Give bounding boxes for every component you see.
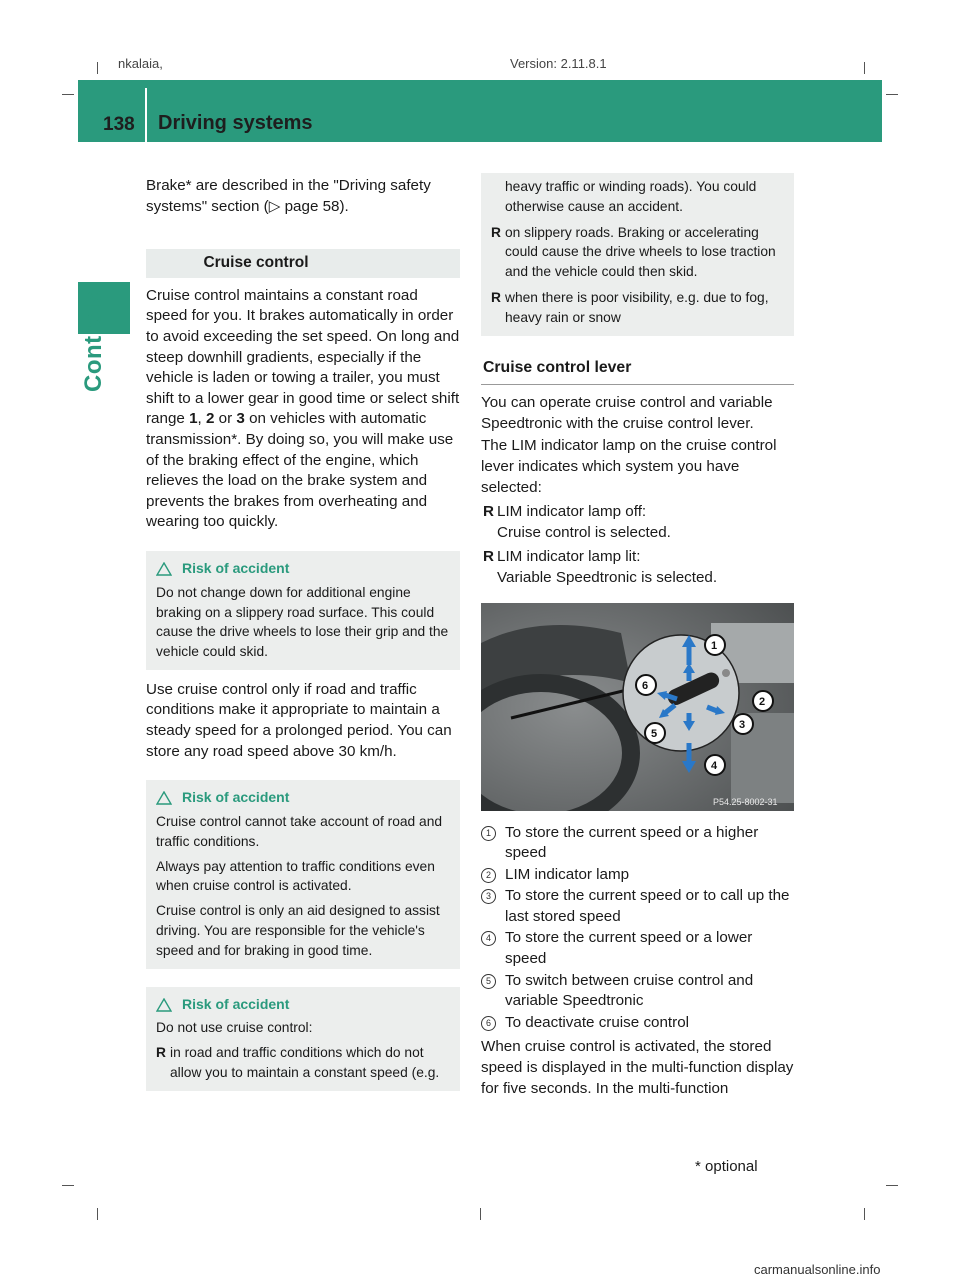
warning-text: Do not use cruise control: bbox=[156, 1020, 313, 1036]
right-column bbox=[481, 173, 794, 1099]
page-number: 138 bbox=[103, 114, 135, 135]
callout-6: 6 bbox=[642, 679, 649, 692]
warning-triangle-icon bbox=[156, 998, 172, 1012]
bullet-mark: R bbox=[156, 1045, 166, 1061]
warning-box-2 bbox=[146, 780, 460, 968]
header-meta-left: nkalaia, bbox=[118, 56, 163, 71]
list-item bbox=[481, 502, 794, 543]
figure-legend bbox=[481, 823, 794, 1034]
section-title-box bbox=[146, 249, 460, 278]
crop-mark bbox=[480, 1208, 481, 1220]
callout-3: 3 bbox=[739, 718, 746, 731]
warning-title: Risk of accident bbox=[182, 789, 290, 806]
header-separator bbox=[145, 88, 147, 142]
list-item bbox=[491, 288, 784, 328]
list-item bbox=[156, 1043, 450, 1083]
legend-item bbox=[481, 823, 794, 864]
legend-text: LIM indicator lamp bbox=[505, 865, 630, 883]
crop-mark bbox=[97, 1208, 98, 1220]
cruise-paragraph-1: Cruise control maintains a constant road speed for you. It brakes automatically in order to avoid exceeding the set speed. On long and steep downhill gradients, especially if the vehicle is laden or towing a trailer, you must shift to a lower gear in good time or select shift range 1, 2 or 3 on vehicles with automatic transmission*. By doing so, you will make use of the braking effect of the engine, which relieves the load on the brake system and prevents the brakes from overheating and wearing too quickly. bbox=[146, 286, 460, 531]
bullet-mark: R bbox=[491, 289, 501, 305]
list-item-title: LIM indicator lamp lit: bbox=[497, 548, 641, 566]
lever-paragraph-2: The LIM indicator lamp on the cruise control lever indicates which system you have selected: bbox=[481, 437, 777, 496]
header-bar bbox=[78, 80, 882, 142]
legend-number: 6 bbox=[481, 1016, 496, 1031]
crop-mark bbox=[97, 62, 98, 74]
legend-text: To store the current speed or to call up the last stored speed bbox=[505, 887, 790, 925]
warning-text: Always pay attention to traffic conditions even when cruise control is activated. bbox=[156, 858, 435, 894]
figure-code: P54.25-8002-31 bbox=[713, 796, 778, 807]
legend-number: 4 bbox=[481, 931, 496, 946]
legend-item bbox=[481, 928, 794, 969]
legend-item bbox=[481, 1013, 794, 1034]
legend-text: To store the current speed or a higher speed bbox=[505, 823, 759, 862]
subsection-heading: Cruise control lever bbox=[481, 358, 794, 386]
warning-triangle-icon bbox=[156, 791, 172, 805]
callout-1: 1 bbox=[711, 639, 718, 652]
cruise-lever-figure bbox=[481, 603, 794, 811]
warning-text: Cruise control cannot take account of road and traffic conditions. bbox=[156, 814, 443, 849]
list-item-text: in road and traffic conditions which do not allow you to maintain a constant speed (e.g. bbox=[170, 1045, 440, 1081]
crop-mark bbox=[62, 94, 74, 95]
warning-title: Risk of accident bbox=[182, 559, 290, 576]
footnote-optional: * optional bbox=[695, 1158, 758, 1175]
warning-box-3-continued bbox=[481, 173, 794, 336]
warning-text: Cruise control is only an aid designed to assist driving. You are responsible for the vehicle's speed and for braking in good time. bbox=[156, 903, 440, 958]
list-item bbox=[491, 223, 784, 282]
list-item bbox=[481, 547, 794, 588]
list-item-text: on slippery roads. Braking or accelerating could cause the drive wheels to lose traction and the vehicle could then skid. bbox=[505, 224, 776, 280]
callout-4: 4 bbox=[711, 759, 718, 772]
warning-triangle-icon bbox=[156, 562, 172, 576]
legend-item bbox=[481, 971, 794, 1012]
left-column bbox=[146, 176, 460, 1091]
warning-text: Do not change down for additional engine braking on a slippery road surface. This could cause the drive wheels to lose their grip and the vehicle could skid. bbox=[156, 584, 449, 660]
legend-item bbox=[481, 886, 794, 927]
watermark-text: carmanualsonline.info bbox=[754, 1262, 881, 1277]
cruise-paragraph-2: Use cruise control only if road and traffic conditions make it appropriate to maintain a steady speed for a prolonged period. You can store any road speed above 30 km/h. bbox=[146, 680, 452, 760]
lever-paragraph-1: You can operate cruise control and variable Speedtronic with the cruise control lever. bbox=[481, 394, 773, 432]
page-title: Driving systems bbox=[158, 112, 313, 134]
warning-box-3 bbox=[146, 987, 460, 1091]
crop-mark bbox=[864, 62, 865, 74]
legend-text: To deactivate cruise control bbox=[505, 1013, 690, 1031]
section-title: Cruise control bbox=[203, 254, 309, 272]
list-item-text: when there is poor visibility, e.g. due to fog, heavy rain or snow bbox=[505, 289, 769, 325]
list-item-text: heavy traffic or winding roads). You could otherwise cause an accident. bbox=[505, 179, 757, 214]
side-section-label: Controls bbox=[80, 289, 107, 392]
intro-paragraph: Brake* are described in the "Driving safety systems" section (▷ page 58). bbox=[146, 177, 431, 215]
legend-number: 5 bbox=[481, 974, 496, 989]
crop-mark bbox=[886, 1185, 898, 1186]
bullet-mark: R bbox=[483, 503, 494, 521]
legend-number: 3 bbox=[481, 889, 496, 904]
crop-mark bbox=[864, 1208, 865, 1220]
lever-paragraph-3: When cruise control is activated, the stored speed is displayed in the multi-function display for five seconds. In the multi-function bbox=[481, 1038, 794, 1097]
legend-text: To switch between cruise control and variable Speedtronic bbox=[505, 971, 754, 1010]
cruise-lever-illustration bbox=[481, 603, 794, 811]
legend-number: 2 bbox=[481, 868, 496, 883]
list-item-title: LIM indicator lamp off: bbox=[497, 503, 647, 521]
bullet-mark: R bbox=[491, 224, 501, 240]
legend-text: To store the current speed or a lower speed bbox=[505, 929, 753, 968]
list-item-text: Variable Speedtronic is selected. bbox=[497, 568, 718, 586]
callout-2: 2 bbox=[759, 695, 766, 708]
header-meta-right: Version: 2.11.8.1 bbox=[510, 56, 607, 71]
list-item bbox=[491, 177, 784, 217]
bullet-mark: R bbox=[483, 548, 494, 566]
list-item-text: Cruise control is selected. bbox=[497, 523, 671, 541]
crop-mark bbox=[62, 1185, 74, 1186]
callout-5: 5 bbox=[651, 727, 658, 740]
legend-item bbox=[481, 865, 794, 886]
warning-title: Risk of accident bbox=[182, 995, 290, 1012]
crop-mark bbox=[886, 94, 898, 95]
warning-box-1 bbox=[146, 551, 460, 670]
legend-number: 1 bbox=[481, 826, 496, 841]
